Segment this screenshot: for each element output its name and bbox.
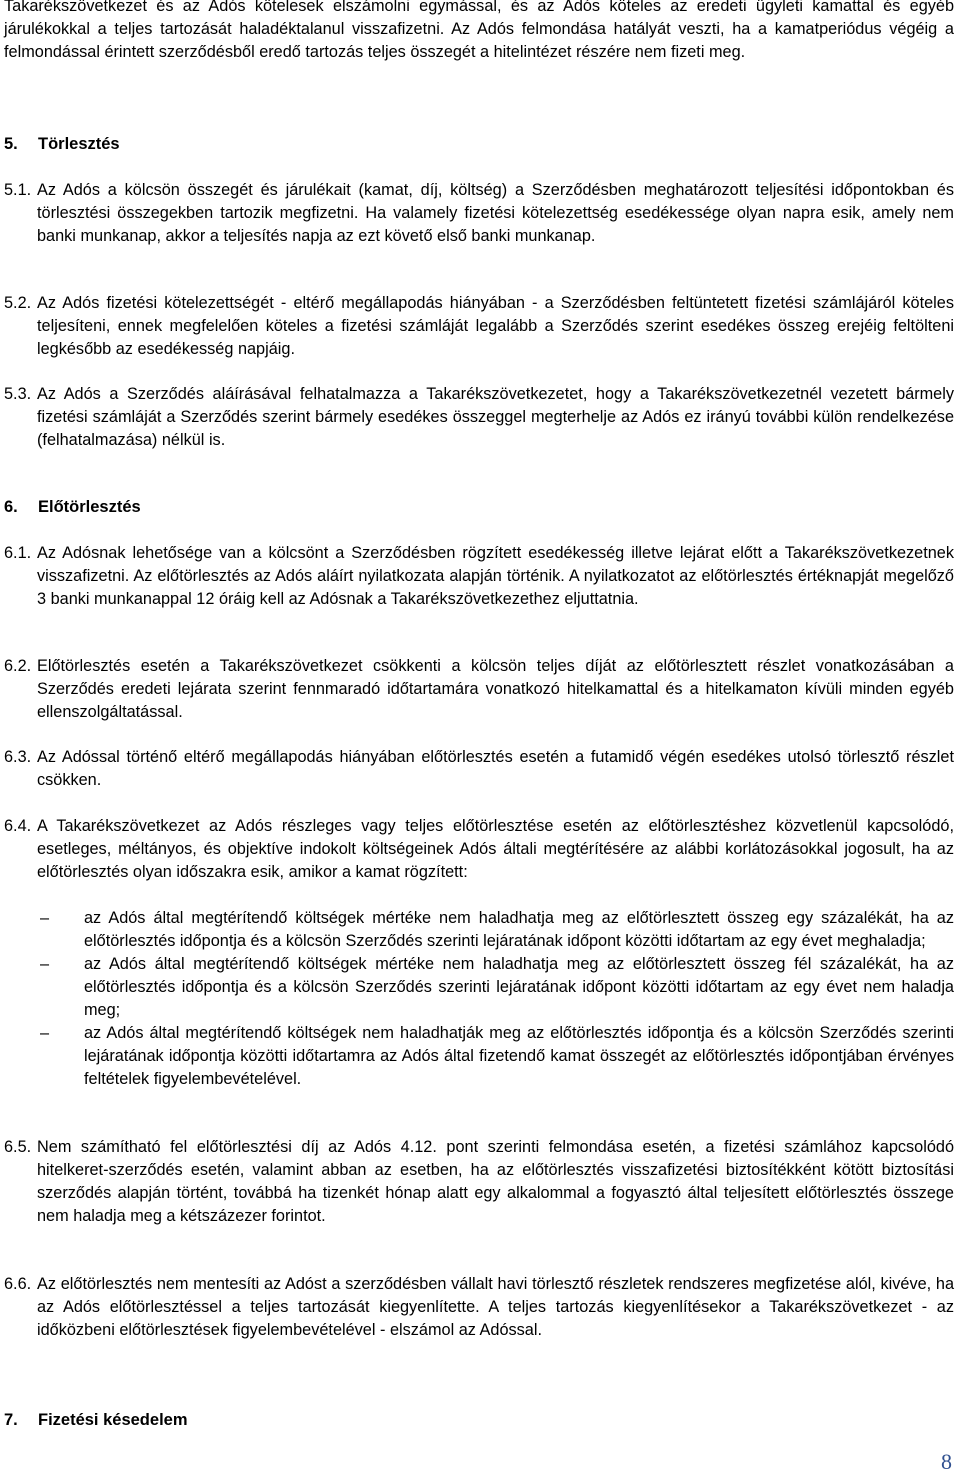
page-number: 8 [941, 1449, 952, 1474]
clause-text: Az Adósnak lehetősége van a kölcsönt a Szerződésben rögzített esedékesség illetve lejárat előtt a Takarékszövetkezetnek visszafizetni. Az előtörlesztés az Adós aláírt nyilatkozata alapján történik. A nyilatkozatot az előtörlesztés értéknapját megelőző 3 banki munkanappal 12 óráig kell az Adósnak a Takarékszövetkezethez eljuttatnia. [37, 544, 954, 608]
clause-number: 6.6. [4, 1275, 32, 1293]
list-item [4, 953, 954, 1022]
clause-text: Nem számítható fel előtörlesztési díj az Adós 4.12. pont szerinti felmondása esetén, a fizetési számlához kapcsolódó hitelkeret-szerződés esetén, valamint abban az esetben, ha az előtörlesztés visszafizetési biztosítékként kötött biztosítási szerződés alapján történt, továbbá ha tizenkét hónap alatt egy alkalommal a fogyasztó által teljesített előtörlesztés összege nem haladja meg a kétszázezer forintot. [37, 1138, 954, 1225]
section-number: 7. [4, 1411, 18, 1429]
clause-number: 6.2. [4, 657, 32, 675]
clause-text: Az Adós fizetési kötelezettségét - eltérő megállapodás hiányában - a Szerződésben feltüntetett fizetési számlájáról köteles teljesíteni, ennek megfelelően köteles a fizetési számláját legalább a Szerződés szerint esedékes összeg erejéig feltölteni legkésőbb az esedékesség napjáig. [37, 294, 954, 358]
cost-limit-list [4, 907, 954, 1091]
clause-6-1 [4, 542, 954, 611]
clause-text: Az Adós a kölcsön összegét és járulékait (kamat, díj, költség) a Szerződésben meghatározott teljesítési időpontokban és törlesztési összegekben tartozik megfizetni. Ha valamely fizetési kötelezettség esedékessége olyan napra esik, amely nem banki munkanap, akkor a teljesítés napja az ezt követő első banki munkanap. [37, 181, 954, 245]
clause-text: Az Adóssal történő eltérő megállapodás hiányában előtörlesztés esetén a futamidő végén esedékes utolsó törlesztő részlet csökken. [37, 748, 954, 789]
clause-text: Az Adós a Szerződés aláírásával felhatalmazza a Takarékszövetkezetet, hogy a Takarékszövetkezetnél vezetett bármely fizetési számláját a Szerződés szerint bármely esedékes összeggel megterhelje az Adós ez irányú további külön rendelkezése (felhatalmazása) nélkül is. [37, 385, 954, 449]
section-title: Fizetési késedelem [38, 1411, 188, 1429]
clause-6-6 [4, 1273, 954, 1342]
clause-5-2 [4, 292, 954, 361]
section-heading-7 [4, 1409, 188, 1432]
dash-bullet: – [40, 909, 50, 927]
section-number: 6. [4, 498, 18, 516]
section-heading-6 [4, 496, 141, 519]
clause-number: 6.5. [4, 1138, 32, 1156]
clause-5-3 [4, 383, 954, 452]
list-item-text: az Adós által megtérítendő költségek mértéke nem haladhatja meg az előtörlesztett összeg egy százalékát, ha az előtörlesztés időpontja és a kölcsön Szerződés szerinti lejáratának időpont közötti időtartam az egy évet meghaladja; [84, 909, 954, 950]
clause-6-5 [4, 1136, 954, 1228]
clause-text: Az előtörlesztés nem mentesíti az Adóst a szerződésben vállalt havi törlesztő részletek rendszeres megfizetése alól, kivéve, ha az Adós előtörlesztéssel a teljes tartozását kiegyenlítette. A teljes tartozás kiegyenlítésekor a Takarékszövetkezet - az időközbeni előtörlesztések figyelembevételével - elszámol az Adóssal. [37, 1275, 954, 1339]
clause-5-1 [4, 179, 954, 248]
clause-6-2 [4, 655, 954, 724]
dash-bullet: – [40, 1024, 50, 1042]
clause-number: 6.1. [4, 544, 32, 562]
clause-number: 6.4. [4, 817, 32, 835]
section-title: Előtörlesztés [38, 498, 141, 516]
clause-text: A Takarékszövetkezet az Adós részleges vagy teljes előtörlesztése esetén az előtörlesztéshez közvetlenül kapcsolódó, esetleges, méltányos, és objektíve indokolt költségeinek Adós általi megtérítésére az alábbi korlátozásokkal jogosult, ha az előtörlesztés olyan időszakra esik, amikor a kamat rögzített: [37, 817, 954, 881]
clause-6-4 [4, 815, 954, 884]
section-heading-5 [4, 133, 120, 156]
clause-number: 5.2. [4, 294, 32, 312]
section-title: Törlesztés [38, 135, 120, 153]
clause-6-3 [4, 746, 954, 792]
clause-text: Előtörlesztés esetén a Takarékszövetkezet csökkenti a kölcsön teljes díját az előtörlesztett részlet vonatkozásában a Szerződés eredeti lejárata szerint fennmaradó időtartamára vonatkozó hitelkamattal és a hitelkamaton kívüli minden egyéb ellenszolgáltatással. [37, 657, 954, 721]
list-item [4, 1022, 954, 1091]
clause-number: 5.1. [4, 181, 32, 199]
list-item [4, 907, 954, 953]
clause-number: 5.3. [4, 385, 32, 403]
list-item-text: az Adós által megtérítendő költségek mértéke nem haladhatja meg az előtörlesztett összeg fél százalékát, ha az előtörlesztés időpontja és a kölcsön Szerződés szerinti lejáratának időpont közötti időtartam az egy évet nem haladja meg; [84, 955, 954, 1019]
list-item-text: az Adós által megtérítendő költségek nem haladhatják meg az előtörlesztés időpontja és a kölcsön Szerződés szerinti lejáratának időpontja közötti időtartamra az Adós által fizetendő kamat összegét az előtörlesztés időpontjában érvényes feltételek figyelembevételével. [84, 1024, 954, 1088]
dash-bullet: – [40, 955, 50, 973]
clause-number: 6.3. [4, 748, 32, 766]
intro-paragraph: Takarékszövetkezet és az Adós kötelesek elszámolni egymással, és az Adós köteles az eredeti ügyleti kamattal és egyéb járulékokkal a teljes tartozását haladéktalanul visszafizetni. Az Adós felmondása hatályát veszti, ha a kamatperiódus végéig a felmondással érintett szerződésből eredő tartozás teljes összegét a hitelintézet részére nem fizeti meg. [4, 0, 954, 61]
section-number: 5. [4, 135, 18, 153]
